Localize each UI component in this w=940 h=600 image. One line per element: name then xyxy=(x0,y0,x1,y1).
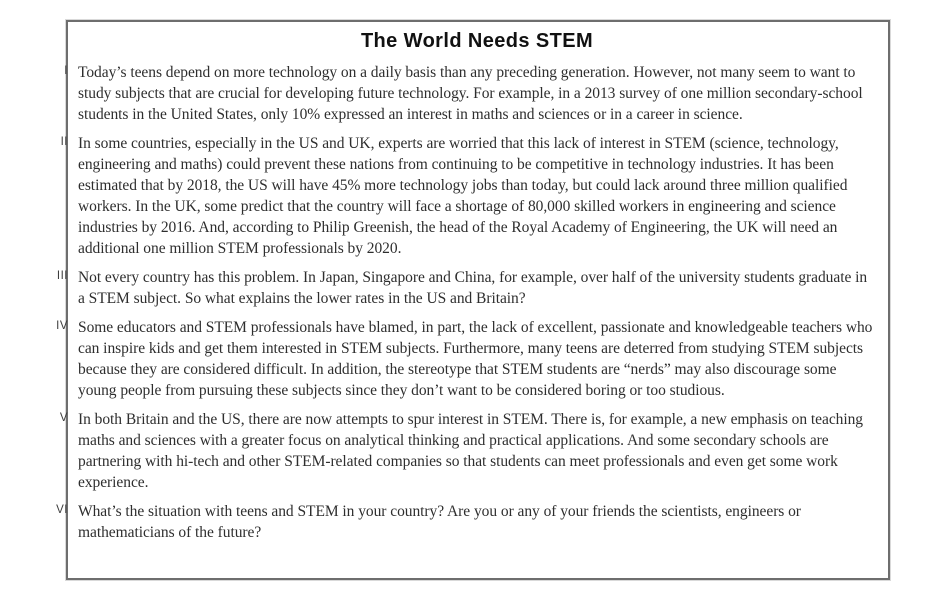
paragraph-text: Some educators and STEM professionals have blamed, in part, the lack of excellent, passionate and knowledgeable teachers who can inspire kids and get them interested in STEM subjects. Furthermore, many teens are deterred from studying STEM subjects because they are considered difficult. In addition, the stereotype that STEM students are “nerds” may also discourage some young people from pursuing these subjects since they don’t want to be considered boring or too studious. xyxy=(78,319,873,399)
paragraph-numeral: II xyxy=(60,136,68,148)
paragraph-4 xyxy=(56,317,876,401)
paragraph-text: What’s the situation with teens and STEM in your country? Are you or any of your friends the scientists, engineers or mathematicians of the future? xyxy=(78,503,801,541)
paragraph-numeral: III xyxy=(56,270,68,282)
paragraph-5 xyxy=(59,409,876,493)
paragraph-numeral: IV xyxy=(56,320,68,332)
paragraph-2 xyxy=(60,133,876,259)
paragraph-numeral: VI xyxy=(56,504,68,516)
paragraph-text: In both Britain and the US, there are now attempts to spur interest in STEM. There is, for example, a new emphasis on teaching maths and sciences with a greater focus on analytical thinking and practical applications. And some secondary schools are partnering with hi-tech and other STEM-related companies so that students can meet professionals and even get some work experience. xyxy=(78,411,864,491)
paragraph-6 xyxy=(56,501,876,543)
paragraph-1 xyxy=(64,62,876,125)
paragraph-text: Not every country has this problem. In Japan, Singapore and China, for example, over half of the university students graduate in a STEM subject. So what explains the lower rates in the US and Britain? xyxy=(78,269,868,307)
paragraph-text: In some countries, especially in the US and UK, experts are worried that this lack of interest in STEM (science, technology, engineering and maths) could prevent these nations from continuing to be competitive in technology industries. It has been estimated that by 2018, the US will have 45% more technology jobs than today, but could lack around three million qualified workers. In the UK, some predict that the country will face a shortage of 80,000 skilled workers in engineering and science industries by 2016. And, according to Philip Greenish, the head of the Royal Academy of Engineering, the UK will need an additional one million STEM professionals by 2020. xyxy=(78,135,848,257)
page-title: The World Needs STEM xyxy=(360,30,594,52)
paragraph-numeral: I xyxy=(64,65,68,77)
paragraph-numeral: V xyxy=(59,412,68,424)
document-box xyxy=(56,20,890,580)
paragraph-text: Today’s teens depend on more technology on a daily basis than any preceding generation. However, not many seem to want to study subjects that are crucial for developing future technology. For example, in a 2013 survey of one million secondary-school students in the United States, only 10% expressed an interest in maths and sciences or in a career in science. xyxy=(78,64,863,123)
paragraph-3 xyxy=(56,267,876,309)
